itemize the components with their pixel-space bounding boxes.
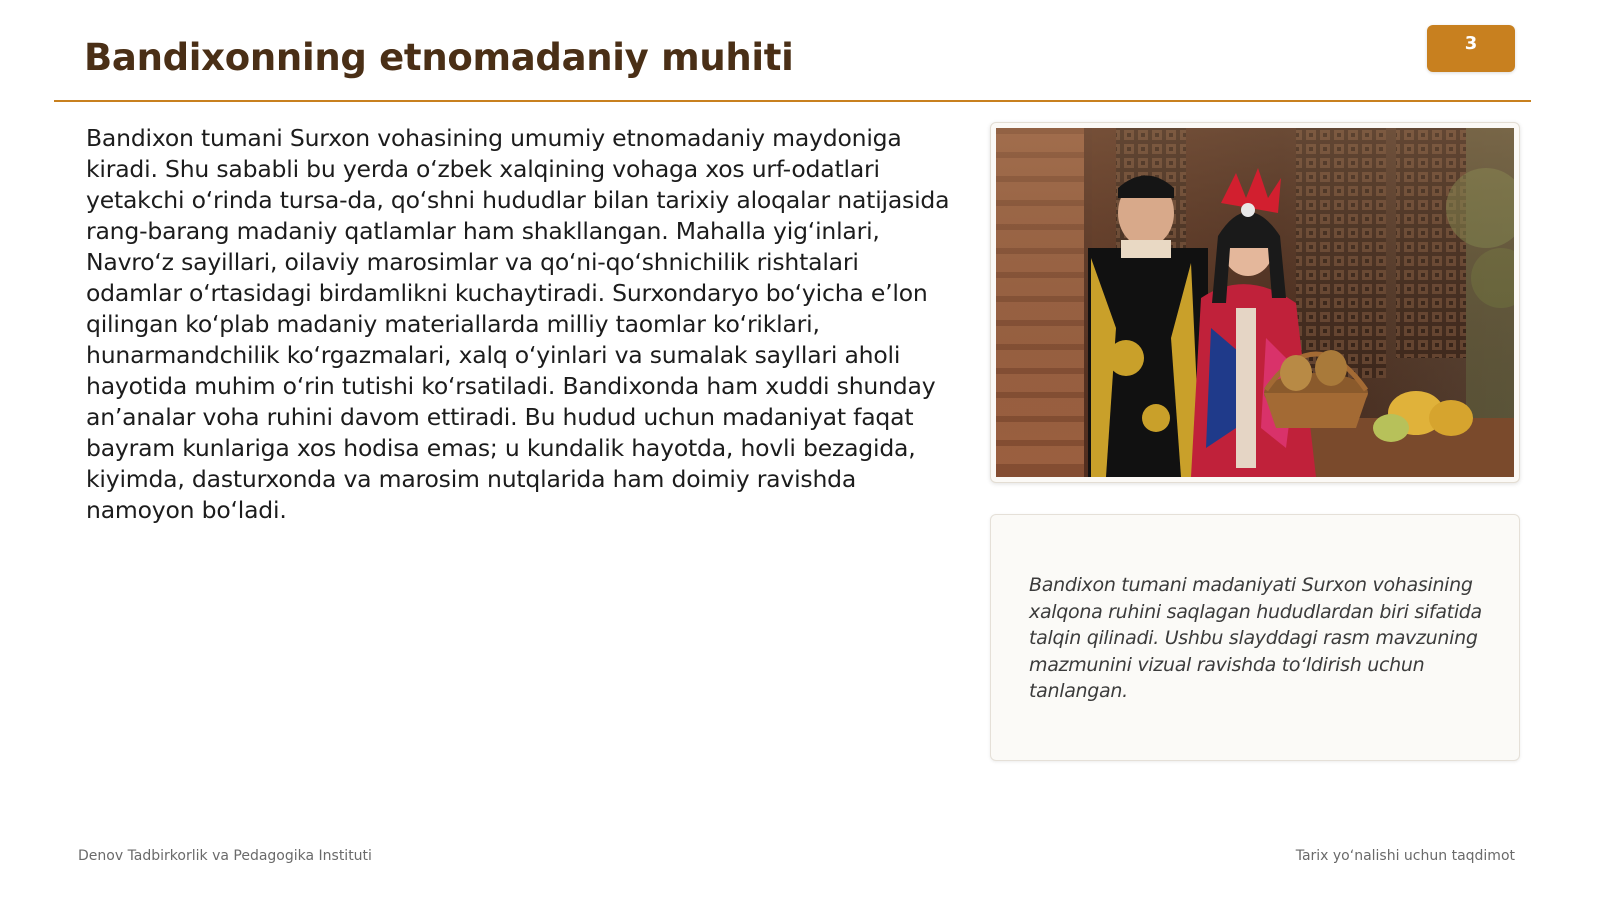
title-divider (54, 100, 1531, 102)
footer-institution: Denov Tadbirkorlik va Pedagogika Instituti (78, 848, 372, 864)
caption-text: Bandixon tumani madaniyati Surxon vohasining xalqona ruhini saqlagan hududlardan biri sifatida talqin qilinadi. Ushbu slayddagi rasm mavzuning mazmunini vizual ravishda to‘ldirish uchun tanlangan. (1029, 574, 1482, 702)
body-paragraph: Bandixon tumani Surxon vohasining umumiy etnomadaniy maydoniga kiradi. Shu sababli bu yerda o‘zbek xalqining vohaga xos urf-odatlari yetakchi o‘rinda tursa-da, qo‘shni hududlar bilan tarixiy aloqalar natijasida rang-barang madaniy qatlamlar ham shakllangan. Mahalla yig‘inlari, Navro‘z sayillari, oilaviy marosimlar va qo‘ni-qo‘shnichilik rishtalari odamlar o‘rtasidagi birdamlikni kuchaytiradi. Surxondaryo bo‘yicha e’lon qilingan ko‘plab madaniy materiallarda milliy taomlar ko‘riklari, hunarmandchilik ko‘rgazmalari, xalq o‘yinlari va sumalak sayllari aholi hayotida muhim o‘rin tutishi ko‘rsatiladi. Bandixonda ham xuddi shunday an’analar voha ruhini davom ettiradi. Bu hudud uchun madaniyat faqat bayram kunlariga xos hodisa emas; u kundalik hayotda, hovli bezagida, kiyimda, dasturxonda va marosim nutqlarida ham doimiy ravishda namoyon bo‘ladi. (86, 124, 950, 524)
photo-frame (990, 122, 1520, 483)
footer-presentation-note: Tarix yo‘nalishi uchun taqdimot (1295, 848, 1515, 864)
page-number-badge: 3 (1427, 25, 1515, 72)
slide-title: Bandixonning etnomadaniy muhiti (84, 36, 794, 79)
caption-box (990, 514, 1520, 761)
couple-in-traditional-dress-photo (996, 128, 1514, 477)
